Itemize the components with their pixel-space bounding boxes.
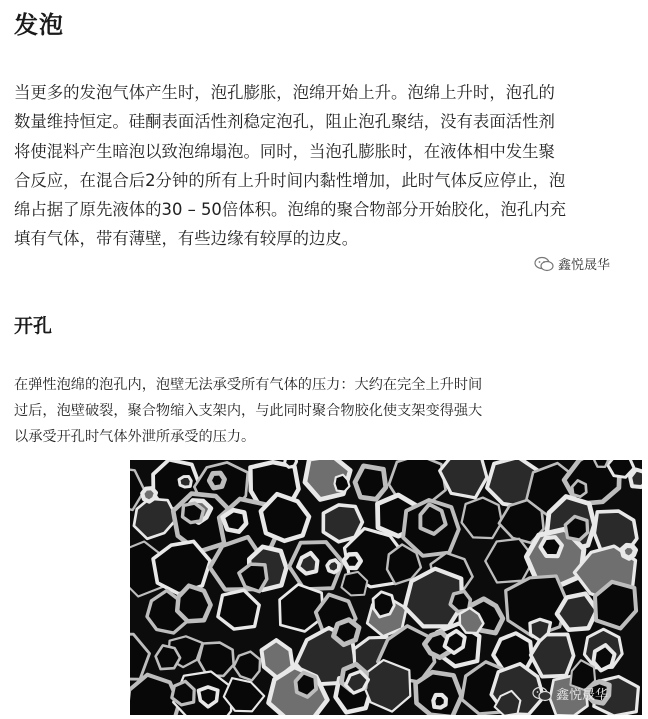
paragraph-line: 数量维持恒定。硅酮表面活性剂稳定泡孔，阻止泡孔聚结，没有表面活性剂 — [14, 112, 555, 132]
foam-cell — [462, 498, 502, 538]
foam-cell — [440, 460, 487, 498]
foam-cell — [572, 480, 586, 496]
foam-cell — [179, 476, 191, 487]
watermark-text: 鑫悦晟华 — [558, 258, 611, 273]
foam-cell — [540, 537, 562, 556]
foam-cell — [177, 586, 210, 622]
foam-cell — [344, 554, 361, 568]
foam-cell — [156, 645, 181, 669]
foam-cell — [445, 631, 465, 653]
watermark — [534, 254, 610, 273]
foam-cell — [134, 499, 177, 539]
foam-cell — [261, 494, 309, 541]
foam-micrograph-image — [130, 460, 642, 715]
foam-cell — [327, 560, 339, 573]
foam-cell — [183, 503, 204, 522]
foam-cell — [595, 582, 636, 629]
open-cell-paragraph — [14, 372, 636, 450]
paragraph-line: 合反应，在混合后2分钟的所有上升时间内黏性增加，此时气体反应停止，泡 — [14, 170, 566, 190]
foam-cell — [373, 592, 394, 617]
paragraph-line: 当更多的发泡气体产生时，泡孔膨胀，泡绵开始上升。泡绵上升时，泡孔的 — [14, 83, 555, 102]
foam-cell — [218, 590, 259, 629]
paragraph-line: 过后，泡壁破裂，聚合物缩入支架内，与此同时聚合物胶化使支架变得强大 — [14, 403, 483, 419]
paragraph-line: 填有气体，带有薄壁，有些边缘有较厚的边皮。 — [14, 229, 359, 249]
foam-cell — [594, 460, 608, 467]
paragraph-line: 绵占据了原先液体的30 – 50倍体积。泡绵的聚合物部分开始胶化，泡孔内充 — [14, 200, 567, 220]
foam-cell — [280, 584, 324, 631]
foam-cell — [285, 460, 297, 467]
foam-cell — [153, 541, 210, 594]
foam-cell — [130, 634, 150, 679]
section-title-open-cell: 开孔 — [14, 315, 53, 337]
foam-cell — [296, 673, 317, 697]
foam-cell — [172, 681, 194, 705]
foam-cell — [334, 620, 360, 645]
foam-cell — [142, 488, 156, 502]
foam-cell — [630, 470, 642, 488]
paragraph-line: 将使混料产生暗泡以致泡绵塌泡。同时，当泡孔膨胀时，在液体相中发生聚 — [14, 141, 555, 161]
foam-cell — [298, 553, 317, 574]
paragraph-line: 在弹性泡绵的泡孔内，泡壁无法承受所有气体的压力：大约在完全上升时间 — [14, 377, 483, 393]
watermark — [532, 684, 608, 703]
foam-cell — [209, 473, 224, 488]
foaming-paragraph — [14, 78, 636, 254]
watermark-text: 鑫悦晟华 — [556, 688, 609, 703]
foam-cell — [433, 695, 446, 708]
foam-cell — [622, 545, 636, 558]
wechat-icon — [534, 256, 554, 272]
foam-cell — [531, 634, 574, 676]
section-title-foaming: 发泡 — [14, 11, 64, 39]
foam-cell — [199, 643, 234, 676]
wechat-icon — [532, 686, 552, 702]
foam-cell — [223, 510, 247, 532]
paragraph-line: 以承受开孔时气体外泄所承受的压力。 — [14, 429, 256, 445]
foam-cell-micrograph-icon — [130, 460, 642, 715]
foam-cell — [234, 652, 260, 681]
foam-cell — [565, 516, 587, 540]
foam-cell — [355, 466, 386, 499]
foam-cell — [593, 645, 614, 671]
